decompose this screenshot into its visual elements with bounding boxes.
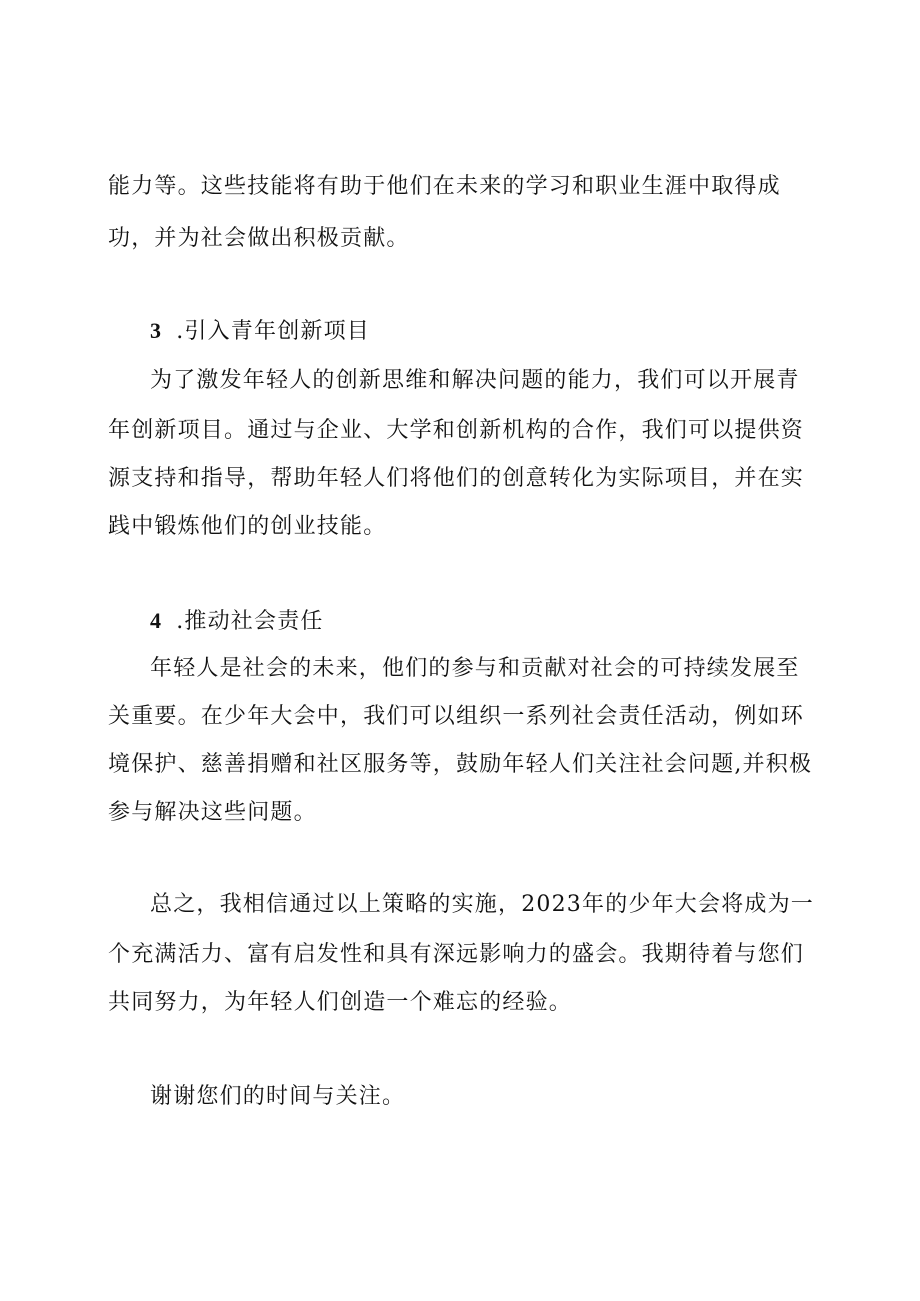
conclusion-line-3: 共同努力，为年轻人们创造一个难忘的经验。 (108, 990, 573, 1015)
section-3-line-4: 践中锻炼他们的创业技能。 (108, 514, 387, 539)
section-3-heading (150, 316, 370, 347)
section-4-line-3: 境保护、慈善捐赠和社区服务等，鼓励年轻人们关注社会问题,并积极 (108, 752, 813, 777)
conclusion-line-2: 个充满活力、富有启发性和具有深远影响力的盛会。我期待着与您们 (108, 942, 805, 967)
section-4-heading (150, 606, 324, 637)
intro-line-2: 功，并为社会做出积极贡献。 (108, 226, 410, 251)
section-4-title: .推动社会责任 (176, 609, 324, 634)
section-3-number: 3 (150, 318, 163, 343)
section-3-line-1: 为了激发年轻人的创新思维和解决问题的能力，我们可以开展青 (150, 368, 800, 393)
intro-line-1: 能力等。这些技能将有助于他们在未来的学习和职业生涯中取得成 (108, 174, 781, 199)
closing-line: 谢谢您们的时间与关注。 (150, 1084, 406, 1109)
section-4-line-2: 关重要。在少年大会中，我们可以组织一系列社会责任活动，例如环 (108, 704, 805, 729)
conclusion-line-1: 总之，我相信通过以上策略的实施，2023年的少年大会将成为一 (150, 892, 814, 917)
section-3-title: .引入青年创新项目 (176, 319, 370, 344)
section-4-line-4: 参与解决这些问题。 (108, 800, 317, 825)
section-3-line-2: 年创新项目。通过与企业、大学和创新机构的合作，我们可以提供资 (108, 418, 805, 443)
section-4-line-1: 年轻人是社会的未来，他们的参与和贡献对社会的可持续发展至 (150, 656, 800, 681)
section-4-number: 4 (150, 608, 163, 633)
section-3-line-3: 源支持和指导，帮助年轻人们将他们的创意转化为实际项目，并在实 (108, 466, 805, 491)
